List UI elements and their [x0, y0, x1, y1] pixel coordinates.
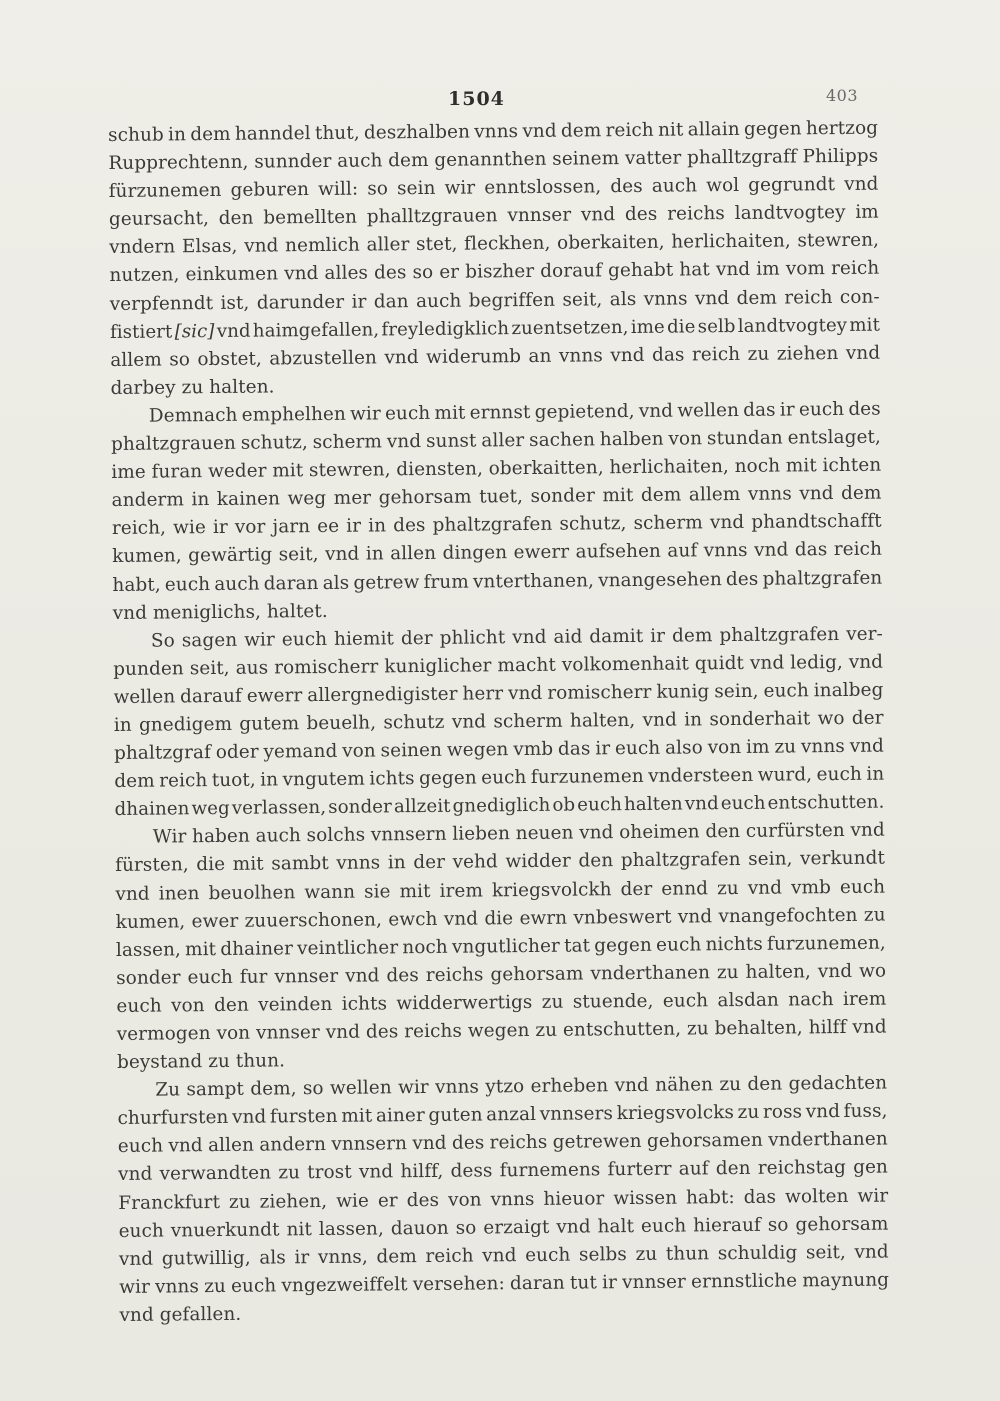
text-line: euch von den veinden ichts widderwertigs zu stuende, euch alsdan nach irem [116, 988, 887, 1017]
text-line: kumen, gewärtig seit, vnd in allen dingen ewerr aufsehen auf vnns vnd das reich [112, 538, 883, 568]
text-line: habt, euch auch daran als getrew frum vnterthanen, vnangesehen des phaltzgrafen [112, 567, 883, 596]
text-line: dem reich tuot, in vngutem ichts gegen euch furzunemen vndersteen wurd, euch in [114, 763, 885, 793]
text-line: Wir haben auch solchs vnnsern lieben neuen vnd oheimen den curfürsten vnd [152, 819, 885, 848]
text-line: Demnach emphelhen wir euch mit ernnst gepietend, vnd wellen das ir euch des [148, 398, 881, 427]
text-line: vnd inen beuolhen wann sie mit irem kriegsvolckh der ennd zu vnd vmb euch [115, 876, 886, 905]
page-header [0, 86, 1000, 116]
text-line: fistiert [sic] vnd haimgefallen, freyledigklich zuentsetzen, ime die selb landtvogtey mit [109, 314, 881, 343]
text-line: dhainen weg verlassen, sonder allzeit gnediglich ob euch halten vnd euch entschutten. [114, 791, 885, 821]
text-line: So sagen wir euch hiemit der phlicht vnd aid damit ir dem phaltzgrafen ver- [150, 623, 883, 652]
text-line: euch vnd allen andern vnnsern vnd des reichs getrewen gehorsamen vnderthanen [117, 1128, 888, 1158]
text-line: wir vnns zu euch vngezweiffelt versehen: daran tut ir vnnser ernnstliche maynung [119, 1269, 890, 1298]
text-line: Franckfurt zu ziehen, wie er des von vnns hieuor wissen habt: das wolten wir [118, 1185, 889, 1214]
text-line: vndern Elsas, vnd nemlich aller stet, fleckhen, oberkaiten, herlichaiten, stewren, [109, 229, 880, 259]
text-line: fürzunemen geburen will: so sein wir enntslossen, des auch wol gegrundt vnd [108, 173, 879, 203]
text-line: phaltzgrauen schutz, scherm vnd sunst aller sachen halben von stundan entslaget, [110, 426, 882, 456]
text-line: vnd verwandten zu trost vnd hilff, dess furnemens furterr auf den reichstag gen [118, 1157, 889, 1186]
text-line: beystand zu thun. [116, 1050, 286, 1074]
text-line: reich, wie ir vor jarn ee ir in des phaltzgrafen schutz, scherm vnd phandtschafft [111, 510, 882, 540]
text-line: euch vnuerkundt nit lassen, dauon so erzaigt vnd halt euch hierauf so gehorsam [118, 1213, 889, 1242]
text-line: verpfenndt ist, darunder ir dan auch begriffen seit, als vnns vnd dem reich con- [109, 286, 880, 315]
text-line: kumen, ewer zuuerschonen, ewch vnd die ewrn vnbeswert vnd vnangefochten zu [115, 904, 886, 933]
text-line: in gnedigem gutem beuelh, schutz vnd scherm halten, vnd in sonderhait wo der [113, 707, 884, 736]
text-line: allem so obstet, abzustellen vnd widerumb an vnns vnd das reich zu ziehen vnd [110, 342, 881, 371]
text-line: geursacht, den bemellten phalltzgrauen vnnser vnd des reichs landtvogtey im [108, 201, 879, 231]
text-line: ime furan weder mit stewren, diensten, oberkaitten, herlichaiten, noch mit ichten [111, 454, 882, 484]
text-line: wellen darauf ewerr allergnedigister herr vnd romischerr kunig sein, euch inalbeg [113, 679, 884, 708]
text-line: lassen, mit dhainer veintlicher noch vngutlicher tat gegen euch nichts furzunemen, [115, 932, 886, 961]
text-line: sonder euch fur vnnser vnd des reichs gehorsam vnderthanen zu halten, vnd wo [116, 960, 887, 989]
text-line: fürsten, die mit sambt vnns in der vehd widder den phaltzgrafen sein, verkundt [115, 848, 886, 877]
text-line: nutzen, einkumen vnd alles des so er biszher dorauf gehabt hat vnd im vom reich [109, 258, 880, 287]
text-line: vermogen von vnnser vnd des reichs wegen zu entschutten, zu behalten, hilff vnd [116, 1016, 887, 1045]
text-line: vnd meniglichs, haltet. [112, 600, 328, 624]
header-year: 1504 [448, 88, 505, 110]
text-line: Rupprechtenn, sunnder auch dem genannthen seinem vatter phalltzgraff Philipps [108, 145, 879, 175]
text-line: schub in dem hanndel thut, deszhalben vnns vnd dem reich nit allain gegen hertzog [108, 117, 879, 146]
text-line: Zu sampt dem, so wellen wir vnns ytzo erheben vnd nähen zu den gedachten [155, 1072, 888, 1101]
text-line: punden seit, aus romischerr kuniglicher macht volkomenhait quidt vnd ledig, vnd [113, 651, 884, 680]
body-text [108, 115, 890, 1330]
text-line: churfursten vnd fursten mit ainer guten anzal vnnsers kriegsvolcks zu ross vnd fuss, [117, 1100, 888, 1130]
text-line: vnd gutwillig, als ir vnns, dem reich vnd euch selbs zu thun schuldig seit, vnd [118, 1241, 889, 1270]
text-line: vnd gefallen. [119, 1303, 242, 1326]
text-line: phaltzgraf oder yemand von seinen wegen vmb das ir euch also von im zu vnns vnd [113, 735, 885, 765]
text-line: anderm in kainen weg mer gehorsam tuet, sonder mit dem allem vnns vnd dem [111, 482, 882, 512]
page-number: 403 [826, 86, 859, 105]
text-line: darbey zu halten. [110, 376, 275, 399]
